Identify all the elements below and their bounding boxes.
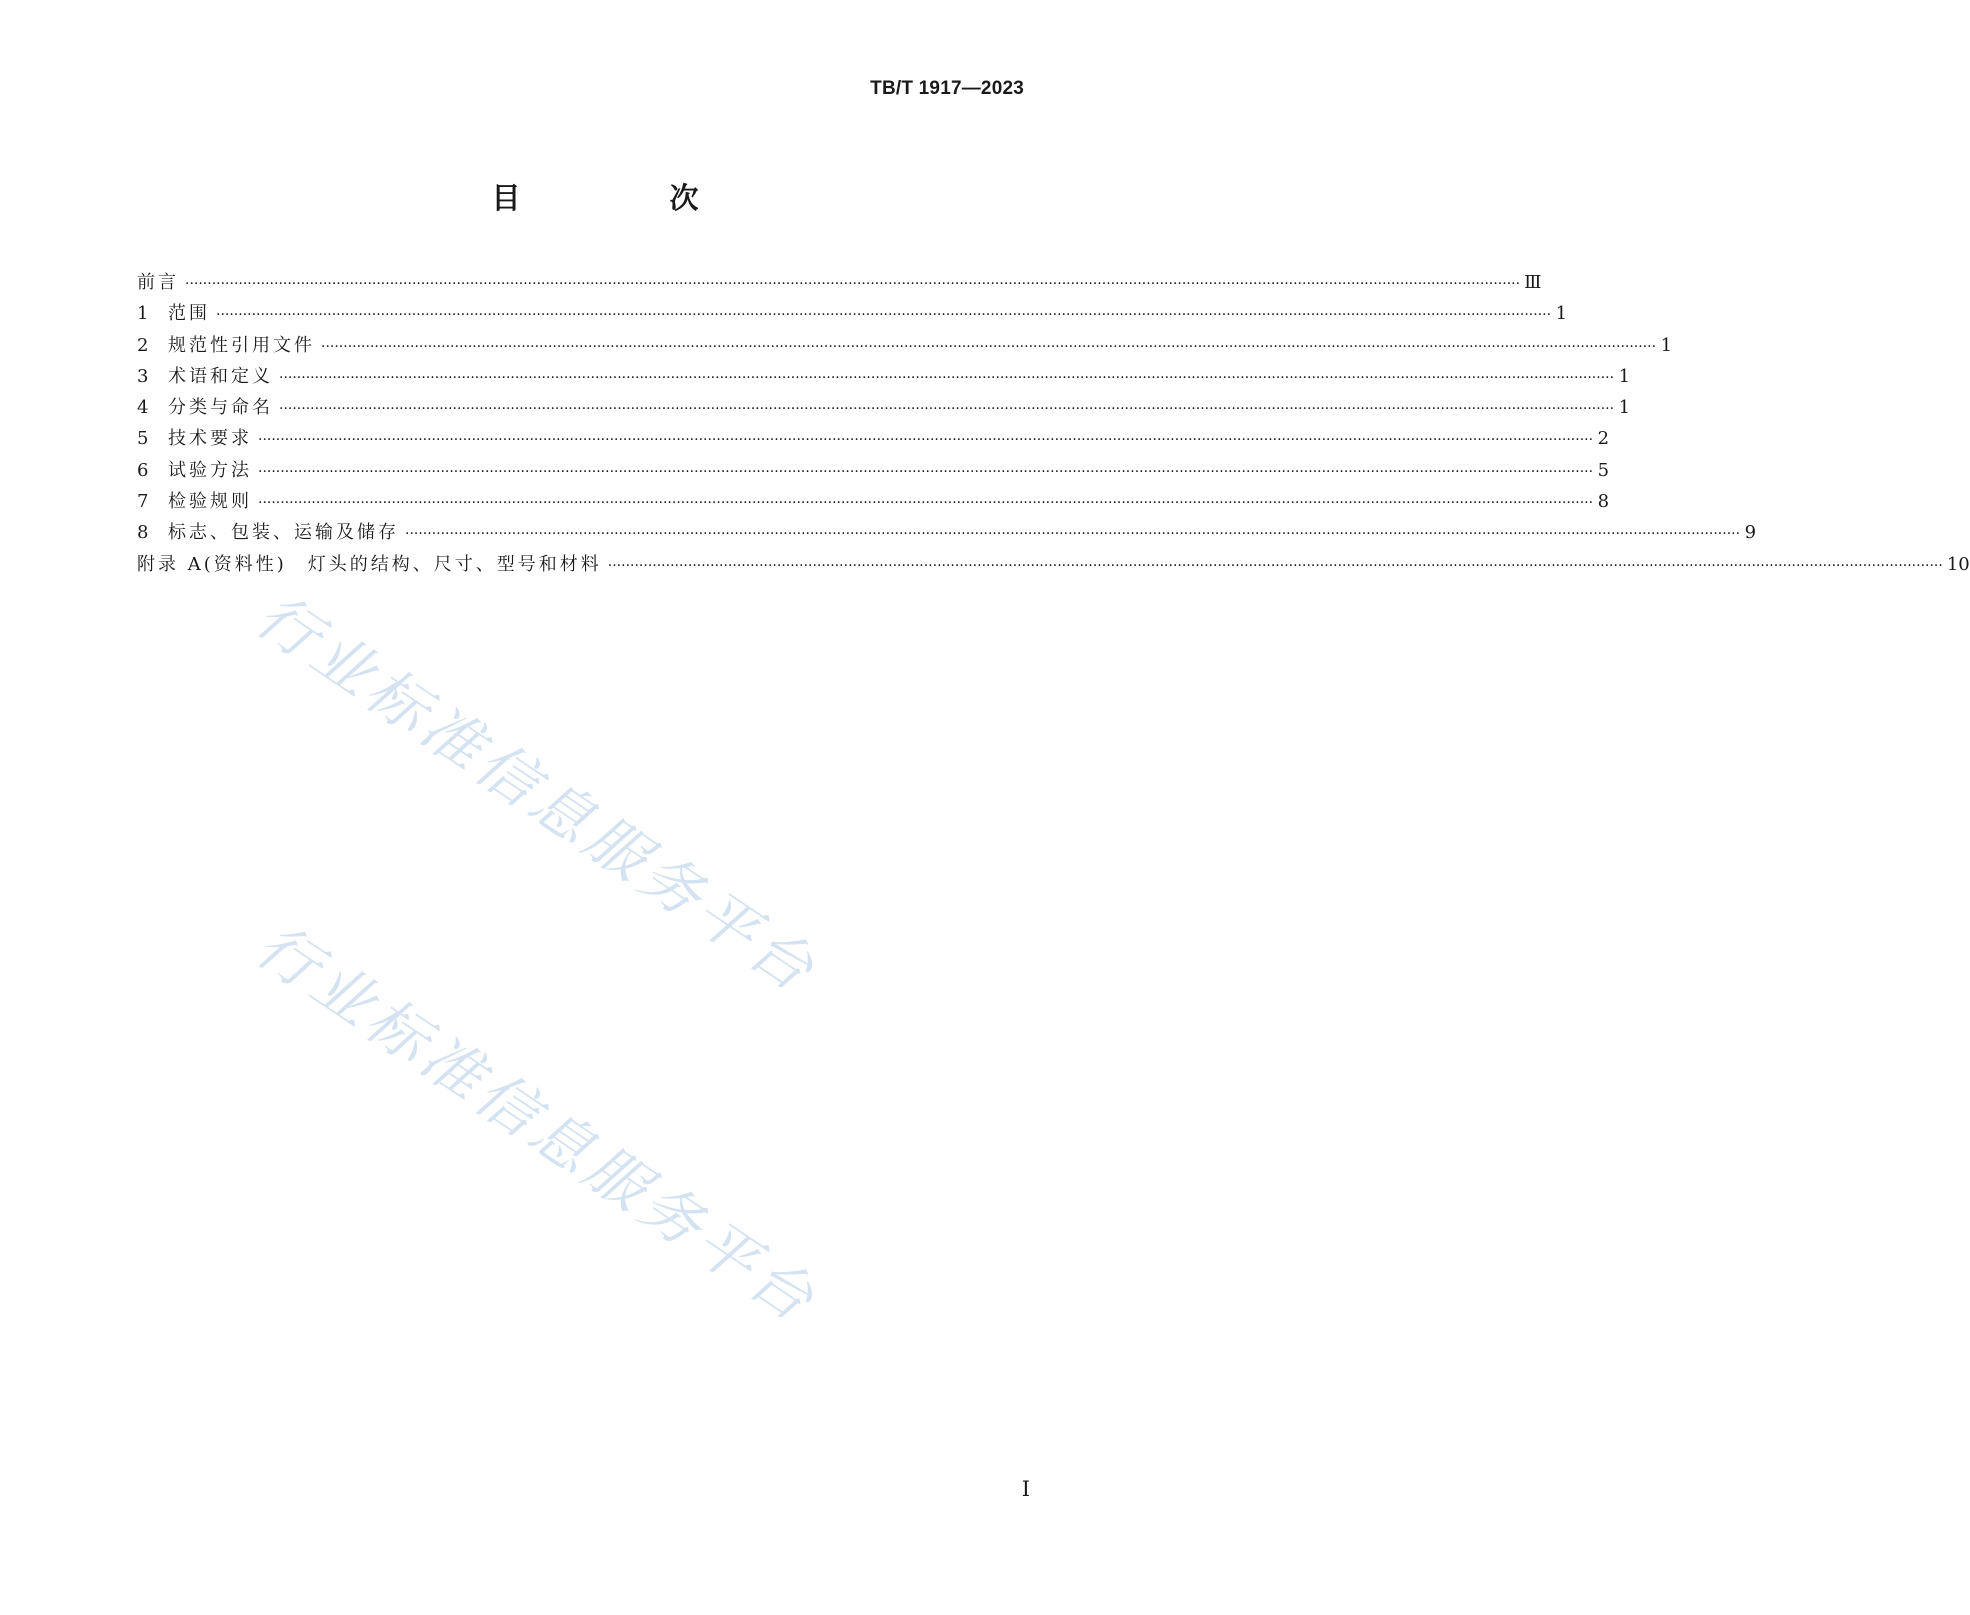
toc-entry-annex-a[interactable] xyxy=(137,553,1970,585)
watermark-text: 行业标准信息服务平台 xyxy=(243,580,830,1008)
toc-entry-page: 1 xyxy=(1618,397,1631,419)
toc-entry-label: 7 检验规则 xyxy=(137,491,252,513)
standard-code: TB/T 1917—2023 xyxy=(870,78,1024,99)
toc-entry-page: 1 xyxy=(1555,303,1568,325)
toc-entry-page: 1 xyxy=(1660,334,1673,356)
toc-entry-terms-definitions[interactable] xyxy=(137,365,1631,397)
toc-entry-page: 2 xyxy=(1597,428,1610,450)
toc-entry-marking-packaging[interactable] xyxy=(137,522,1757,553)
table-of-contents xyxy=(137,272,1970,585)
toc-title: 目 次 xyxy=(491,181,759,215)
toc-leader-dots: ············································································································································································································································································································ xyxy=(279,369,1615,386)
toc-leader-dots: ············································································································································································································································································································ xyxy=(258,432,1594,449)
toc-leader-dots: ············································································································································································································································································································ xyxy=(279,401,1615,418)
toc-entry-label: 5 技术要求 xyxy=(137,428,252,450)
toc-entry-label: 前言 xyxy=(137,272,179,293)
toc-entry-label: 4 分类与命名 xyxy=(137,397,273,419)
toc-entry-label: 8 标志、包装、运输及储存 xyxy=(137,522,399,544)
page-number: Ⅰ xyxy=(1021,1477,1030,1501)
toc-entry-normative-references[interactable] xyxy=(137,334,1673,366)
toc-entry-label: 2 规范性引用文件 xyxy=(137,334,315,356)
toc-entry-scope[interactable] xyxy=(137,303,1568,334)
toc-leader-dots: ············································································································································································································································································································ xyxy=(258,463,1594,480)
toc-leader-dots: ············································································································································································································································································································ xyxy=(185,276,1521,292)
toc-entry-inspection-rules[interactable] xyxy=(137,491,1610,522)
watermark-text: 行业标准信息服务平台 xyxy=(243,910,830,1338)
toc-leader-dots: ············································································································································································································································································································ xyxy=(607,557,1943,574)
toc-entry-label: 6 试验方法 xyxy=(137,459,252,481)
toc-leader-dots: ············································································································································································································································································································ xyxy=(321,338,1657,355)
toc-entry-technical-requirements[interactable] xyxy=(137,428,1610,459)
toc-entry-page: 8 xyxy=(1597,491,1610,513)
toc-entry-page: 10 xyxy=(1946,553,1970,575)
toc-entry-foreword[interactable] xyxy=(137,272,1542,303)
toc-leader-dots: ············································································································································································································································································································ xyxy=(405,526,1741,543)
toc-entry-label: 3 术语和定义 xyxy=(137,365,273,387)
toc-entry-page: 1 xyxy=(1618,365,1631,387)
toc-entry-test-methods[interactable] xyxy=(137,459,1610,491)
toc-leader-dots: ············································································································································································································································································································ xyxy=(258,495,1594,512)
toc-entry-page: Ⅲ xyxy=(1524,272,1542,293)
toc-entry-classification[interactable] xyxy=(137,397,1631,428)
toc-entry-page: 9 xyxy=(1744,522,1757,544)
toc-leader-dots: ············································································································································································································································································································ xyxy=(216,307,1552,324)
toc-entry-page: 5 xyxy=(1597,459,1610,481)
toc-entry-label: 附录 A(资料性) 灯头的结构、尺寸、型号和材料 xyxy=(137,553,602,575)
toc-entry-label: 1 范围 xyxy=(137,303,210,325)
